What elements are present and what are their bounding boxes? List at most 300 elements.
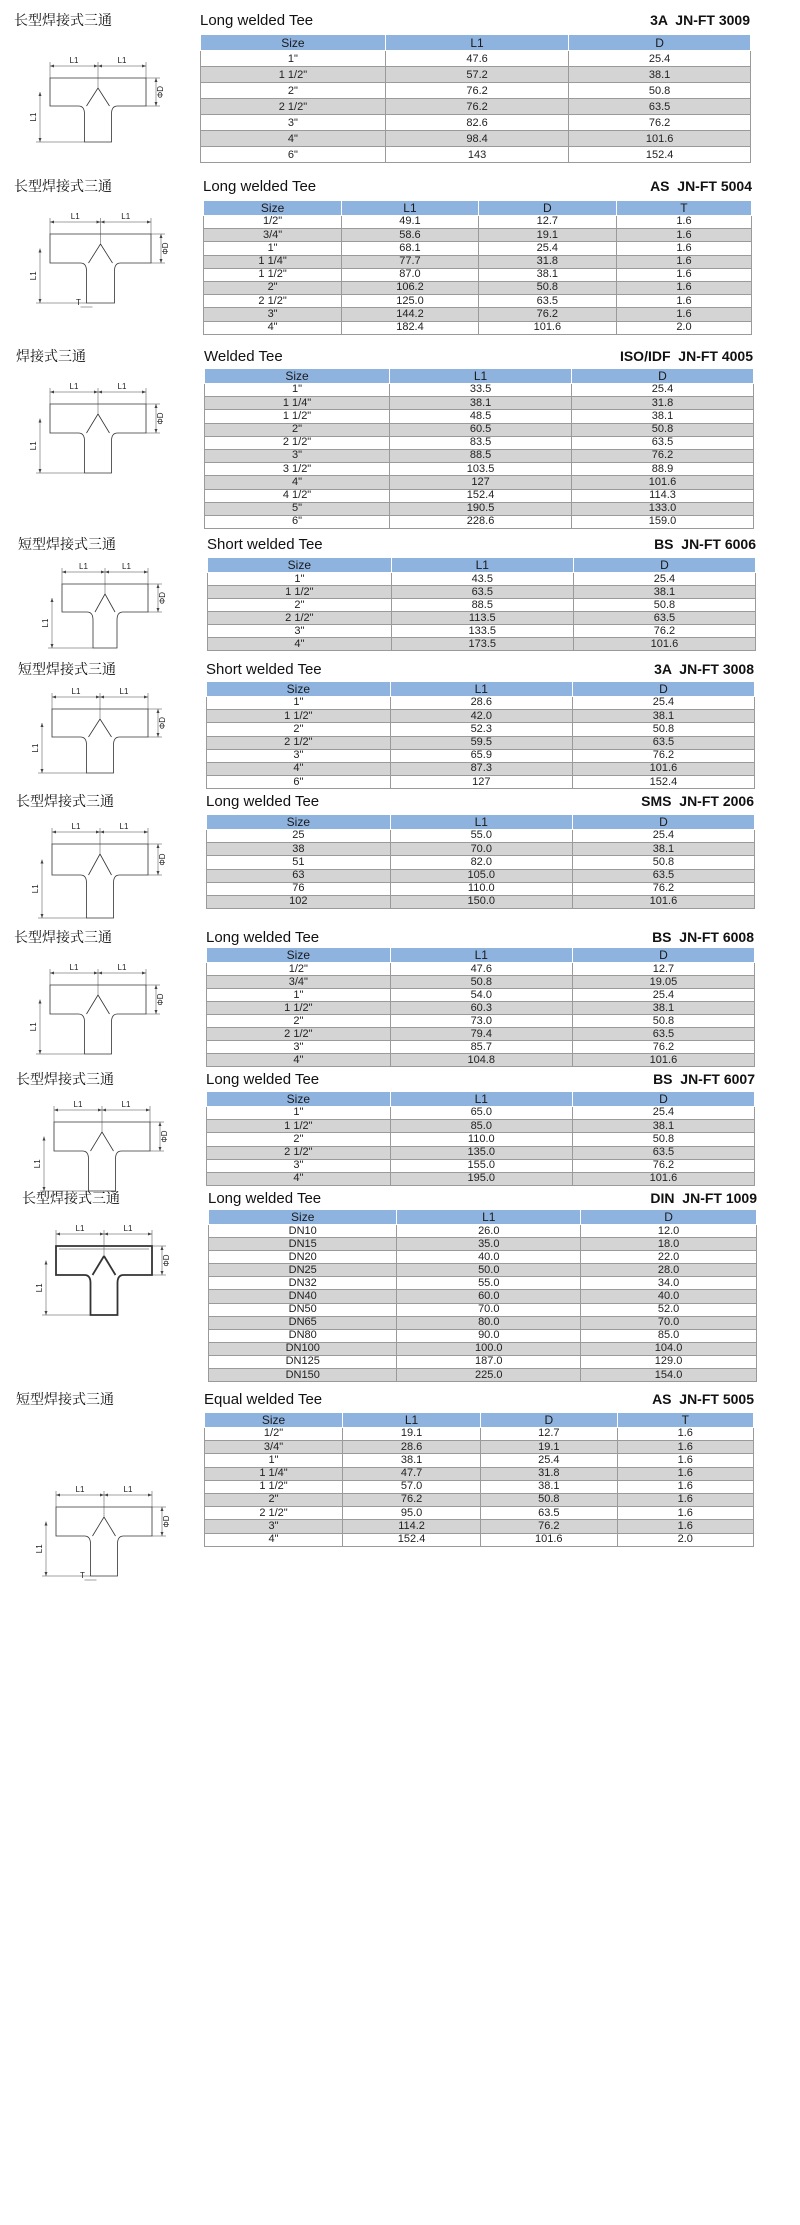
table-row bbox=[204, 229, 752, 242]
table-cell: 82.0 bbox=[390, 856, 572, 869]
spec-table bbox=[203, 200, 752, 335]
table-cell: 1/2" bbox=[204, 216, 342, 229]
table-cell: 85.7 bbox=[390, 1041, 572, 1054]
table-cell: 101.6 bbox=[572, 1172, 754, 1185]
table-cell: 76.2 bbox=[385, 99, 568, 115]
table-cell: 57.2 bbox=[385, 67, 568, 83]
table-row bbox=[205, 1520, 754, 1533]
table-row bbox=[207, 1028, 755, 1041]
dim-label-l1: L1 bbox=[121, 1100, 131, 1109]
column-header: D bbox=[572, 682, 754, 697]
table-cell: 12.0 bbox=[581, 1225, 757, 1238]
dim-label-l1: L1 bbox=[71, 687, 81, 696]
table-cell: 114.2 bbox=[343, 1520, 481, 1533]
table-cell: 3" bbox=[208, 625, 392, 638]
table-cell: 103.5 bbox=[390, 463, 572, 476]
table-cell: 54.0 bbox=[390, 989, 572, 1002]
table-cell: 1.6 bbox=[616, 268, 751, 281]
table-cell: DN25 bbox=[209, 1264, 397, 1277]
column-header: L1 bbox=[390, 1092, 572, 1107]
table-row bbox=[207, 1041, 755, 1054]
table-cell: 152.4 bbox=[343, 1533, 481, 1546]
table-cell: 113.5 bbox=[391, 612, 573, 625]
standard-code: AS JN-FT 5004 bbox=[650, 178, 752, 194]
table-cell: 25.4 bbox=[569, 51, 751, 67]
table-row bbox=[204, 321, 752, 334]
table-cell: 6" bbox=[207, 776, 391, 789]
table-row bbox=[205, 1428, 754, 1441]
table-row bbox=[207, 830, 755, 843]
table-cell: 38.1 bbox=[572, 710, 754, 723]
dim-label-l1: L1 bbox=[117, 56, 127, 65]
table-cell: 155.0 bbox=[390, 1159, 572, 1172]
table-cell: 127 bbox=[390, 776, 572, 789]
table-cell: 50.8 bbox=[573, 599, 755, 612]
table-cell: DN15 bbox=[209, 1238, 397, 1251]
table-row bbox=[205, 515, 754, 528]
standard-code: 3A JN-FT 3008 bbox=[654, 661, 754, 677]
table-cell: 60.0 bbox=[397, 1290, 581, 1303]
table-cell: 100.0 bbox=[397, 1342, 581, 1355]
table-cell: 2 1/2" bbox=[204, 295, 342, 308]
table-row bbox=[207, 1133, 755, 1146]
table-header-row bbox=[205, 369, 754, 384]
table-cell: 35.0 bbox=[397, 1238, 581, 1251]
tee-diagram bbox=[28, 376, 168, 481]
column-header: L1 bbox=[390, 815, 572, 830]
column-header: Size bbox=[207, 1092, 391, 1107]
dim-label-l1: L1 bbox=[75, 1485, 85, 1494]
table-header-row bbox=[201, 35, 751, 51]
dim-label-d: ΦD bbox=[161, 242, 170, 255]
table-row bbox=[207, 843, 755, 856]
table-cell: 104.8 bbox=[390, 1054, 572, 1067]
column-header: T bbox=[616, 201, 751, 216]
column-header: L1 bbox=[390, 682, 572, 697]
table-cell: 1.6 bbox=[616, 308, 751, 321]
column-header: Size bbox=[209, 1210, 397, 1225]
table-cell: 4" bbox=[204, 321, 342, 334]
table-cell: 1.6 bbox=[617, 1467, 753, 1480]
table-cell: 12.7 bbox=[478, 216, 616, 229]
tee-diagram-svg bbox=[34, 1218, 174, 1323]
table-cell: 2" bbox=[205, 423, 390, 436]
dim-label-d: ΦD bbox=[156, 993, 165, 1006]
spec-table bbox=[206, 947, 755, 1067]
chinese-title: 短型焊接式三通 bbox=[16, 1392, 114, 1408]
table-cell: 76.2 bbox=[478, 308, 616, 321]
table-cell: 6" bbox=[201, 147, 386, 163]
table-cell: 3/4" bbox=[207, 976, 391, 989]
table-cell: 1/2" bbox=[207, 963, 391, 976]
table-cell: 22.0 bbox=[581, 1251, 757, 1264]
table-cell: 1 1/4" bbox=[205, 1467, 343, 1480]
chinese-title: 长型焊接式三通 bbox=[16, 794, 114, 810]
table-cell: 4" bbox=[201, 131, 386, 147]
table-cell: 50.8 bbox=[481, 1493, 617, 1506]
table-cell: 49.1 bbox=[342, 216, 479, 229]
table-cell: 95.0 bbox=[343, 1507, 481, 1520]
tee-diagram bbox=[28, 206, 173, 311]
table-cell: 114.3 bbox=[572, 489, 754, 502]
table-cell: 135.0 bbox=[390, 1146, 572, 1159]
table-cell: 2" bbox=[207, 723, 391, 736]
table-cell: 102 bbox=[207, 895, 391, 908]
dim-label-l1: L1 bbox=[119, 822, 129, 831]
table-cell: 65.0 bbox=[390, 1107, 572, 1120]
chinese-title: 短型焊接式三通 bbox=[18, 662, 116, 678]
table-cell: 110.0 bbox=[390, 882, 572, 895]
table-cell: 1 1/2" bbox=[205, 1480, 343, 1493]
column-header: D bbox=[572, 948, 754, 963]
dim-label-l1-vertical: L1 bbox=[41, 618, 50, 628]
chinese-title: 长型焊接式三通 bbox=[14, 179, 112, 195]
table-row bbox=[201, 147, 751, 163]
table-cell: 159.0 bbox=[572, 515, 754, 528]
table-cell: 129.0 bbox=[581, 1355, 757, 1368]
table-cell: 4" bbox=[205, 1533, 343, 1546]
column-header: D bbox=[478, 201, 616, 216]
standard-code: BS JN-FT 6006 bbox=[654, 536, 756, 552]
spec-table bbox=[206, 681, 755, 789]
table-cell: 2 1/2" bbox=[207, 1146, 391, 1159]
table-row bbox=[208, 625, 756, 638]
table-cell: 1 1/2" bbox=[204, 268, 342, 281]
table-cell: 1.6 bbox=[617, 1493, 753, 1506]
table-cell: 70.0 bbox=[581, 1316, 757, 1329]
table-cell: 143 bbox=[385, 147, 568, 163]
table-cell: 152.4 bbox=[390, 489, 572, 502]
table-cell: 2" bbox=[207, 1133, 391, 1146]
table-cell: 52.0 bbox=[581, 1303, 757, 1316]
table-cell: 2" bbox=[204, 281, 342, 294]
dim-label-l1: L1 bbox=[119, 687, 129, 696]
table-cell: 1" bbox=[207, 989, 391, 1002]
tee-diagram-svg bbox=[28, 376, 168, 481]
english-title: Short welded Tee bbox=[207, 536, 323, 553]
table-row bbox=[208, 638, 756, 651]
table-row bbox=[208, 573, 756, 586]
table-cell: 2 1/2" bbox=[201, 99, 386, 115]
tee-diagram bbox=[34, 1479, 174, 1584]
table-cell: 82.6 bbox=[385, 115, 568, 131]
table-row bbox=[205, 476, 754, 489]
table-row bbox=[209, 1369, 757, 1382]
table-cell: 31.8 bbox=[572, 397, 754, 410]
spec-table bbox=[204, 1412, 754, 1547]
table-cell: 182.4 bbox=[342, 321, 479, 334]
table-row bbox=[201, 115, 751, 131]
table-row bbox=[201, 131, 751, 147]
table-cell: 77.7 bbox=[342, 255, 479, 268]
table-row bbox=[209, 1238, 757, 1251]
table-cell: 2" bbox=[205, 1493, 343, 1506]
table-row bbox=[207, 1015, 755, 1028]
table-cell: 101.6 bbox=[572, 1054, 754, 1067]
table-cell: 3" bbox=[205, 1520, 343, 1533]
table-cell: 55.0 bbox=[397, 1277, 581, 1290]
table-cell: 38.1 bbox=[572, 843, 754, 856]
dim-label-l1-vertical: L1 bbox=[35, 1283, 44, 1293]
tee-diagram-svg bbox=[28, 957, 168, 1062]
table-header-row bbox=[207, 682, 755, 697]
table-cell: 1" bbox=[205, 1454, 343, 1467]
tee-diagram bbox=[34, 1218, 174, 1323]
table-cell: 57.0 bbox=[343, 1480, 481, 1493]
table-cell: 25.4 bbox=[572, 989, 754, 1002]
table-header-row bbox=[204, 201, 752, 216]
dim-label-t: T bbox=[80, 1571, 85, 1580]
table-header-row bbox=[207, 1092, 755, 1107]
column-header: Size bbox=[207, 815, 391, 830]
column-header: D bbox=[573, 558, 755, 573]
table-cell: 76.2 bbox=[481, 1520, 617, 1533]
table-cell: 59.5 bbox=[390, 736, 572, 749]
dim-label-d: ΦD bbox=[158, 591, 167, 605]
table-cell: 1" bbox=[207, 697, 391, 710]
tee-diagram-svg bbox=[28, 206, 173, 311]
table-cell: 50.8 bbox=[569, 83, 751, 99]
chinese-title: 短型焊接式三通 bbox=[18, 537, 116, 553]
table-cell: 88.5 bbox=[390, 449, 572, 462]
tee-diagram-svg bbox=[34, 1479, 174, 1584]
table-cell: 133.0 bbox=[572, 502, 754, 515]
chinese-title: 长型焊接式三通 bbox=[14, 930, 112, 946]
table-cell: 76.2 bbox=[572, 882, 754, 895]
tee-diagram bbox=[30, 681, 170, 781]
table-row bbox=[207, 963, 755, 976]
table-cell: DN125 bbox=[209, 1355, 397, 1368]
table-cell: 38.1 bbox=[478, 268, 616, 281]
table-row bbox=[209, 1251, 757, 1264]
table-cell: 50.8 bbox=[572, 423, 754, 436]
dim-label-l1-vertical: L1 bbox=[29, 1022, 38, 1032]
table-row bbox=[205, 449, 754, 462]
table-cell: 28.6 bbox=[343, 1441, 481, 1454]
table-cell: DN150 bbox=[209, 1369, 397, 1382]
table-cell: 101.6 bbox=[573, 638, 755, 651]
dim-label-l1: L1 bbox=[123, 1224, 133, 1233]
dim-label-l1: L1 bbox=[75, 1224, 85, 1233]
table-cell: 1 1/2" bbox=[207, 1120, 391, 1133]
column-header: D bbox=[572, 369, 754, 384]
table-row bbox=[207, 723, 755, 736]
table-cell: 70.0 bbox=[390, 843, 572, 856]
table-cell: 55.0 bbox=[390, 830, 572, 843]
table-cell: 3" bbox=[207, 1159, 391, 1172]
table-cell: 144.2 bbox=[342, 308, 479, 321]
table-cell: 38.1 bbox=[572, 1120, 754, 1133]
table-cell: 50.8 bbox=[390, 976, 572, 989]
tee-diagram-svg bbox=[28, 50, 168, 150]
chinese-title: 焊接式三通 bbox=[16, 349, 86, 365]
table-cell: DN20 bbox=[209, 1251, 397, 1264]
table-cell: 4 1/2" bbox=[205, 489, 390, 502]
table-cell: 76.2 bbox=[385, 83, 568, 99]
table-cell: 80.0 bbox=[397, 1316, 581, 1329]
table-cell: 12.7 bbox=[481, 1428, 617, 1441]
table-cell: 63.5 bbox=[391, 586, 573, 599]
table-cell: 87.3 bbox=[390, 762, 572, 775]
table-cell: 38.1 bbox=[343, 1454, 481, 1467]
table-row bbox=[204, 216, 752, 229]
dim-label-l1: L1 bbox=[73, 1100, 83, 1109]
table-cell: 152.4 bbox=[569, 147, 751, 163]
table-row bbox=[205, 489, 754, 502]
table-cell: DN65 bbox=[209, 1316, 397, 1329]
table-row bbox=[204, 281, 752, 294]
table-cell: 1.6 bbox=[616, 229, 751, 242]
table-cell: 31.8 bbox=[481, 1467, 617, 1480]
table-cell: 1" bbox=[208, 573, 392, 586]
table-header-row bbox=[207, 815, 755, 830]
table-row bbox=[207, 976, 755, 989]
table-cell: 2" bbox=[208, 599, 392, 612]
table-cell: 50.8 bbox=[572, 1133, 754, 1146]
table-cell: 19.1 bbox=[343, 1428, 481, 1441]
table-row bbox=[205, 1441, 754, 1454]
table-cell: 25.4 bbox=[481, 1454, 617, 1467]
table-row bbox=[207, 989, 755, 1002]
table-cell: 110.0 bbox=[390, 1133, 572, 1146]
dim-label-l1: L1 bbox=[71, 822, 81, 831]
table-cell: 25.4 bbox=[478, 242, 616, 255]
table-cell: 5" bbox=[205, 502, 390, 515]
table-row bbox=[209, 1303, 757, 1316]
dim-label-l1: L1 bbox=[69, 963, 79, 972]
table-cell: 76.2 bbox=[572, 449, 754, 462]
table-cell: 1.6 bbox=[616, 255, 751, 268]
column-header: L1 bbox=[342, 201, 479, 216]
dim-label-l1-vertical: L1 bbox=[29, 271, 38, 281]
table-cell: 1" bbox=[204, 242, 342, 255]
table-cell: 1 1/2" bbox=[205, 410, 390, 423]
table-cell: 2 1/2" bbox=[208, 612, 392, 625]
table-cell: 38.1 bbox=[390, 397, 572, 410]
table-row bbox=[207, 1107, 755, 1120]
dim-label-l1: L1 bbox=[117, 382, 127, 391]
table-row bbox=[207, 736, 755, 749]
table-cell: 1.6 bbox=[617, 1507, 753, 1520]
standard-code: BS JN-FT 6007 bbox=[653, 1071, 755, 1087]
table-cell: 104.0 bbox=[581, 1342, 757, 1355]
table-cell: 42.0 bbox=[390, 710, 572, 723]
table-cell: 76.2 bbox=[569, 115, 751, 131]
table-row bbox=[208, 599, 756, 612]
table-cell: 63.5 bbox=[573, 612, 755, 625]
table-cell: 2.0 bbox=[617, 1533, 753, 1546]
table-cell: 150.0 bbox=[390, 895, 572, 908]
table-cell: 1 1/2" bbox=[208, 586, 392, 599]
table-cell: 1 1/2" bbox=[207, 710, 391, 723]
table-row bbox=[207, 710, 755, 723]
table-cell: 19.05 bbox=[572, 976, 754, 989]
table-cell: 3/4" bbox=[205, 1441, 343, 1454]
table-cell: 25.4 bbox=[572, 384, 754, 397]
table-cell: 101.6 bbox=[569, 131, 751, 147]
table-cell: 76.2 bbox=[572, 1159, 754, 1172]
table-cell: 33.5 bbox=[390, 384, 572, 397]
table-cell: 1 1/4" bbox=[204, 255, 342, 268]
dim-label-l1: L1 bbox=[79, 562, 88, 571]
english-title: Short welded Tee bbox=[206, 661, 322, 678]
table-cell: 3" bbox=[207, 1041, 391, 1054]
dim-label-d: ΦD bbox=[162, 1254, 171, 1267]
chinese-title: 长型焊接式三通 bbox=[22, 1191, 120, 1207]
english-title: Welded Tee bbox=[204, 348, 283, 365]
dim-label-d: ΦD bbox=[156, 85, 165, 99]
table-cell: 154.0 bbox=[581, 1369, 757, 1382]
standard-code: 3A JN-FT 3009 bbox=[650, 12, 750, 28]
dim-label-d: ΦD bbox=[158, 716, 167, 730]
tee-diagram bbox=[28, 957, 168, 1062]
spec-table bbox=[207, 557, 756, 651]
table-cell: 40.0 bbox=[397, 1251, 581, 1264]
column-header: Size bbox=[205, 369, 390, 384]
column-header: Size bbox=[207, 948, 391, 963]
standard-code: DIN JN-FT 1009 bbox=[650, 1190, 757, 1206]
table-row bbox=[205, 436, 754, 449]
table-cell: 173.5 bbox=[391, 638, 573, 651]
table-cell: 50.8 bbox=[572, 856, 754, 869]
table-cell: 1.6 bbox=[616, 216, 751, 229]
table-cell: 63.5 bbox=[478, 295, 616, 308]
table-row bbox=[205, 1480, 754, 1493]
tee-diagram bbox=[40, 556, 170, 656]
table-row bbox=[207, 749, 755, 762]
standard-code: AS JN-FT 5005 bbox=[652, 1391, 754, 1407]
table-row bbox=[205, 410, 754, 423]
table-cell: 1.6 bbox=[616, 281, 751, 294]
table-cell: 90.0 bbox=[397, 1329, 581, 1342]
english-title: Long welded Tee bbox=[206, 793, 320, 810]
tee-diagram bbox=[30, 816, 170, 926]
table-row bbox=[209, 1316, 757, 1329]
table-row bbox=[205, 1533, 754, 1546]
dim-label-l1-vertical: L1 bbox=[29, 112, 38, 122]
table-cell: 190.5 bbox=[390, 502, 572, 515]
table-cell: 12.7 bbox=[572, 963, 754, 976]
table-cell: 105.0 bbox=[390, 869, 572, 882]
dim-label-l1-vertical: L1 bbox=[29, 441, 38, 451]
table-cell: 25.4 bbox=[572, 830, 754, 843]
table-row bbox=[205, 1454, 754, 1467]
table-cell: 2 1/2" bbox=[207, 736, 391, 749]
table-cell: 4" bbox=[205, 476, 390, 489]
table-cell: 25.4 bbox=[573, 573, 755, 586]
table-row bbox=[201, 83, 751, 99]
table-row bbox=[207, 762, 755, 775]
table-row bbox=[204, 295, 752, 308]
table-row bbox=[208, 612, 756, 625]
table-cell: 3 1/2" bbox=[205, 463, 390, 476]
table-cell: 65.9 bbox=[390, 749, 572, 762]
table-cell: DN40 bbox=[209, 1290, 397, 1303]
dim-label-d: ΦD bbox=[162, 1515, 171, 1528]
table-row bbox=[207, 1146, 755, 1159]
table-row bbox=[207, 895, 755, 908]
table-cell: 4" bbox=[207, 1172, 391, 1185]
table-row bbox=[205, 384, 754, 397]
column-header: D bbox=[569, 35, 751, 51]
table-cell: 152.4 bbox=[572, 776, 754, 789]
table-row bbox=[205, 1467, 754, 1480]
tee-diagram-svg bbox=[30, 816, 170, 926]
table-cell: 225.0 bbox=[397, 1369, 581, 1382]
table-header-row bbox=[207, 948, 755, 963]
table-cell: 38.1 bbox=[572, 410, 754, 423]
table-cell: 1.6 bbox=[617, 1480, 753, 1493]
